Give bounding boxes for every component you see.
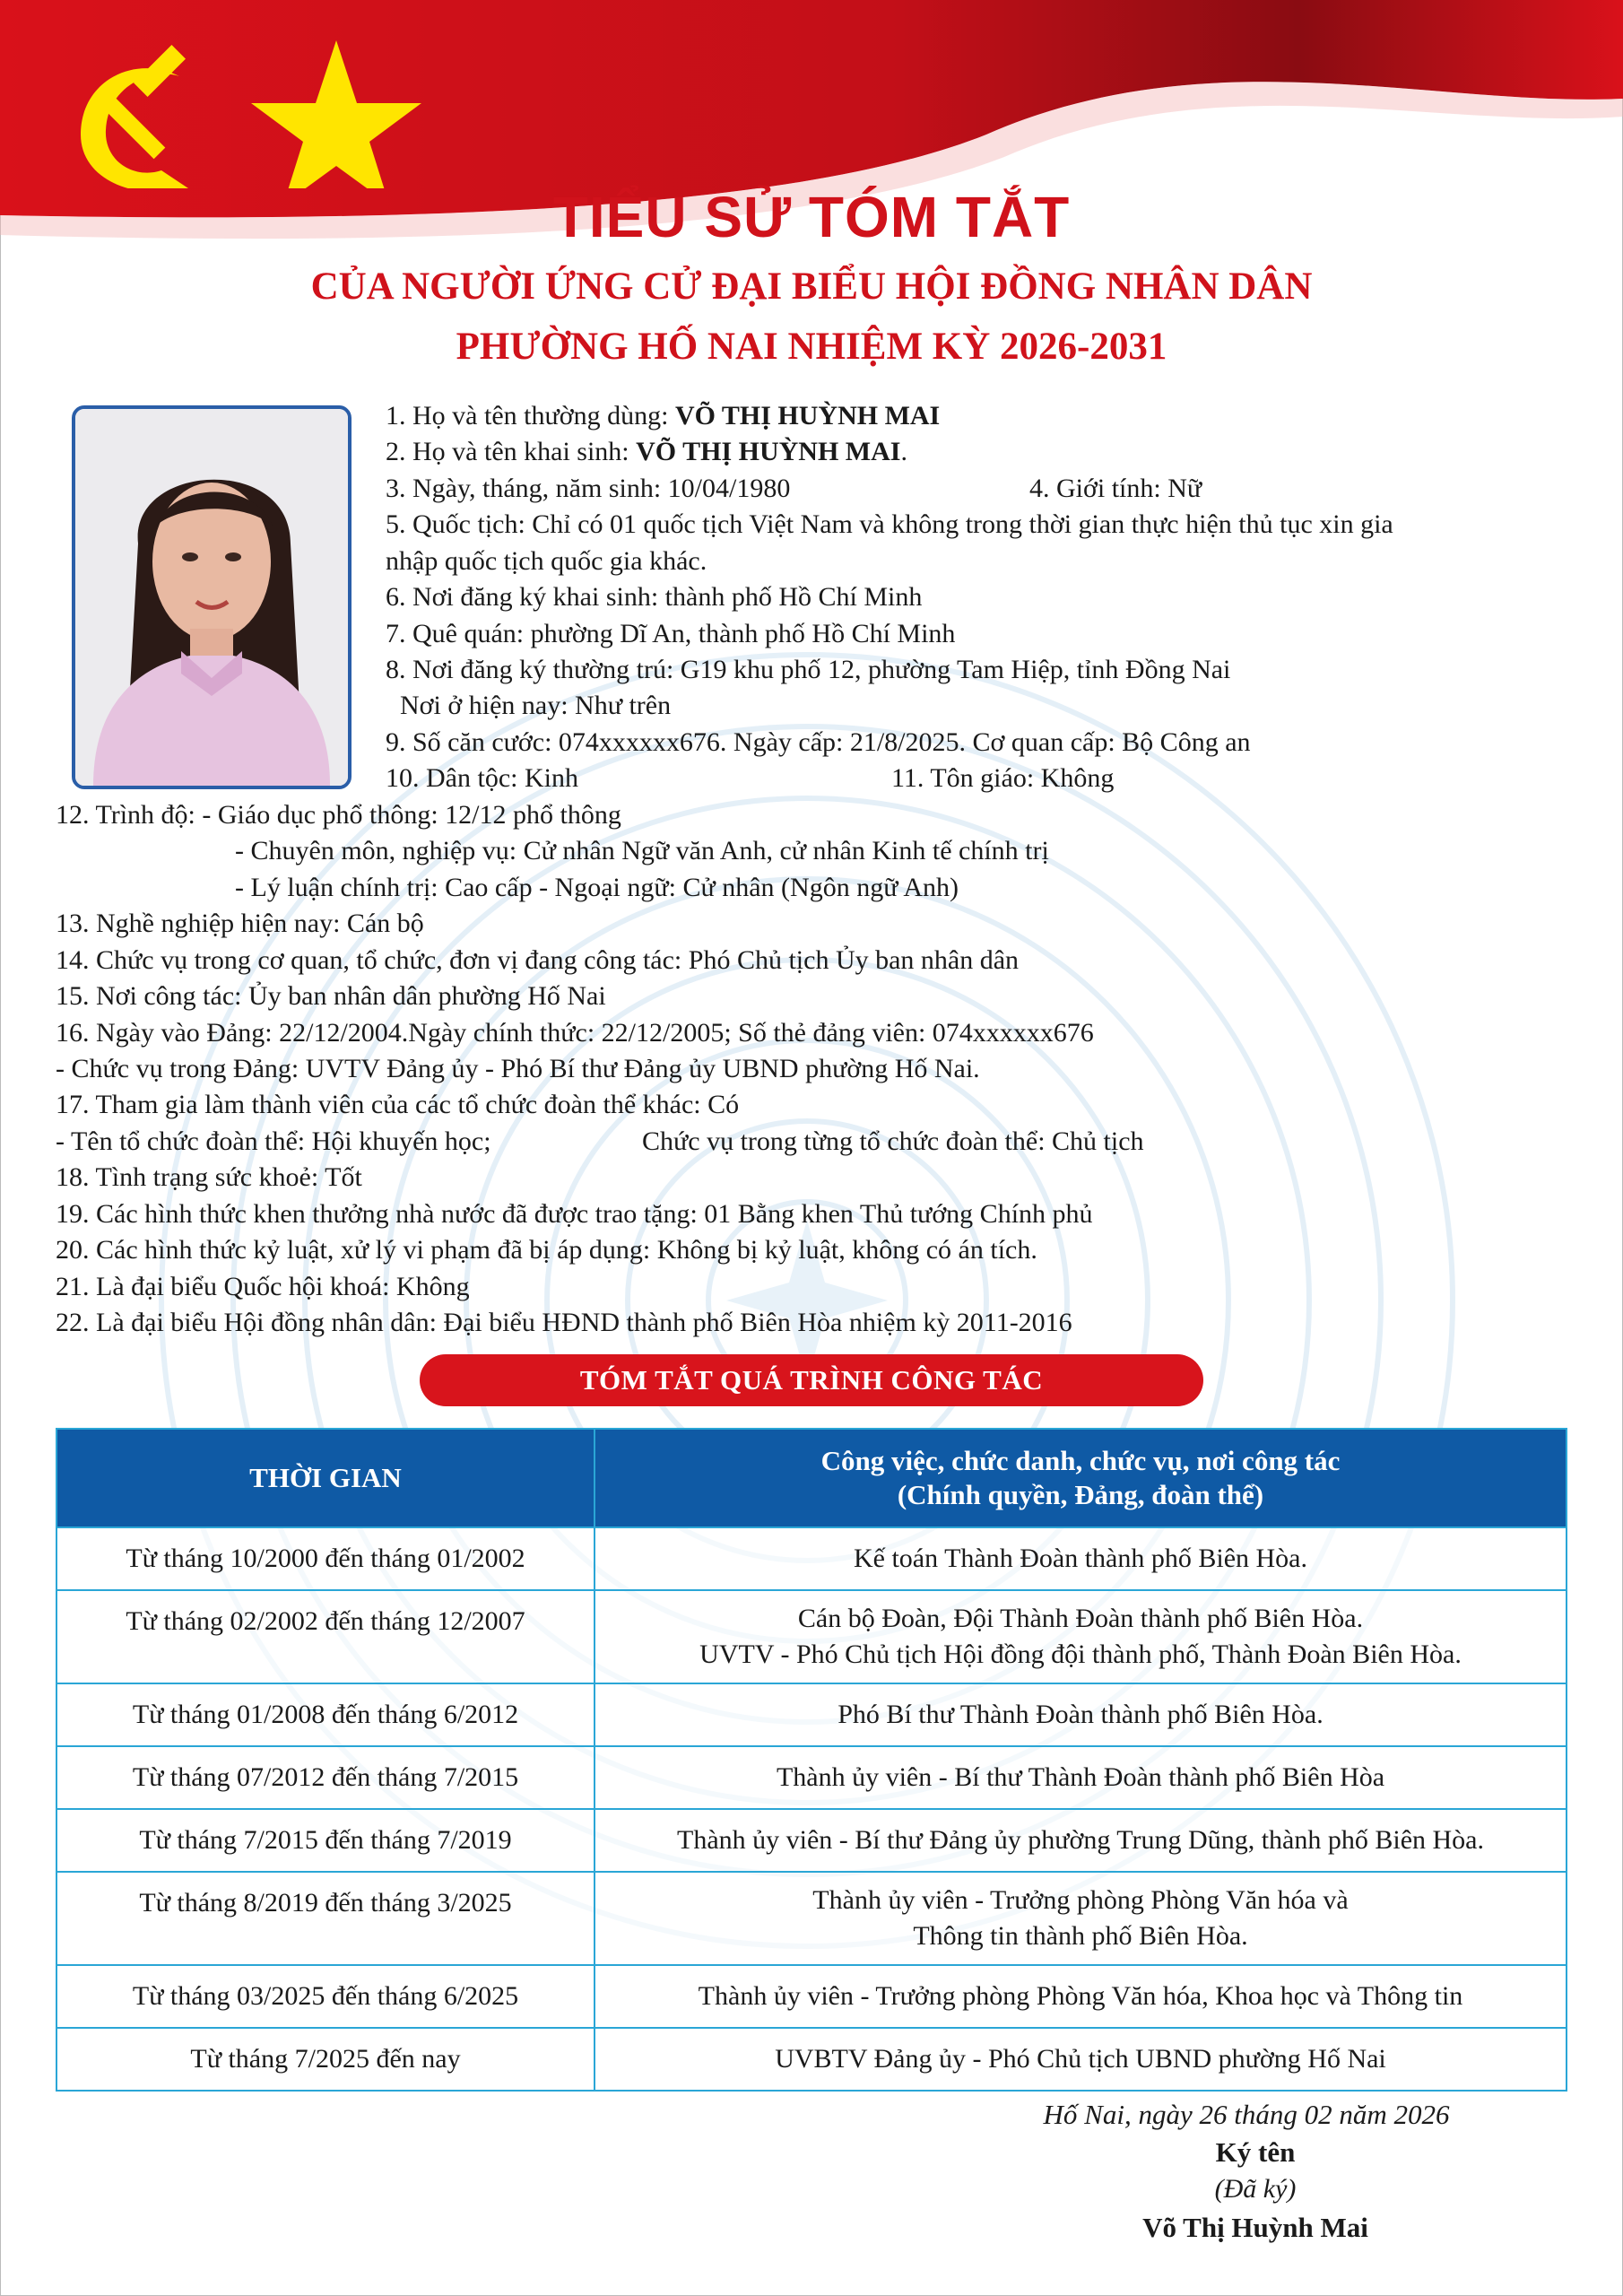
- bio-line-22: 22. Là đại biểu Hội đồng nhân dân: Đại biểu HĐND thành phố Biên Hòa nhiệm kỳ 2011-2016: [56, 1308, 1072, 1337]
- emblems: [54, 27, 430, 188]
- job-cell: Cán bộ Đoàn, Đội Thành Đoàn thành phố Biên Hòa. UVTV - Phó Chủ tịch Hội đồng đội thành phố, Thành Đoàn Biên Hòa.: [595, 1590, 1567, 1683]
- job-cell: Thành ủy viên - Trưởng phòng Phòng Văn hóa, Khoa học và Thông tin: [595, 1965, 1567, 2028]
- time-cell: Từ tháng 02/2002 đến tháng 12/2007: [56, 1590, 595, 1683]
- bio-line-17b-role: Chức vụ trong từng tổ chức đoàn thể: Chủ tịch: [642, 1126, 1144, 1156]
- table-row: [56, 1746, 1567, 1809]
- bio-line-16: 16. Ngày vào Đảng: 22/12/2004.Ngày chính thức: 22/12/2005; Số thẻ đảng viên: 074xxxxxx676: [56, 1018, 1094, 1048]
- bio-line-17: 17. Tham gia làm thành viên của các tổ chức đoàn thể khác: Có: [56, 1090, 740, 1119]
- bio-line-7: 7. Quê quán: phường Dĩ An, thành phố Hồ Chí Minh: [386, 619, 956, 648]
- bio-line-16b: - Chức vụ trong Đảng: UVTV Đảng ủy - Phó Bí thư Đảng ủy UBND phường Hố Nai.: [56, 1054, 980, 1083]
- bio-line-6: 6. Nơi đăng ký khai sinh: thành phố Hồ Chí Minh: [386, 582, 923, 612]
- signer-name: Võ Thị Huỳnh Mai: [1142, 2212, 1368, 2243]
- signature-label: Ký tên: [1215, 2136, 1296, 2168]
- table-row: [56, 1683, 1567, 1746]
- bio-line-12a: 12. Trình độ: - Giáo dục phổ thông: 12/12 phổ thông: [56, 800, 621, 830]
- bio-line-12b: - Chuyên môn, nghiệp vụ: Cử nhân Ngữ văn Anh, cử nhân Kinh tế chính trị: [235, 836, 1049, 865]
- time-cell: Từ tháng 7/2015 đến tháng 7/2019: [56, 1809, 595, 1872]
- bio-line-20: 20. Các hình thức kỷ luật, xử lý vi phạm đã bị áp dụng: Không bị kỷ luật, không có án tích.: [56, 1235, 1037, 1265]
- bio-line-13: 13. Nghề nghiệp hiện nay: Cán bộ: [56, 909, 424, 938]
- job-cell: UVBTV Đảng ủy - Phó Chủ tịch UBND phường Hố Nai: [595, 2028, 1567, 2091]
- job-cell: Thành ủy viên - Trưởng phòng Phòng Văn hóa và Thông tin thành phố Biên Hòa.: [595, 1872, 1567, 1965]
- time-cell: Từ tháng 03/2025 đến tháng 6/2025: [56, 1965, 595, 2028]
- time-column-header: THỜI GIAN: [56, 1429, 595, 1527]
- bio-line-18: 18. Tình trạng sức khoẻ: Tốt: [56, 1162, 362, 1192]
- star-icon: [251, 40, 421, 188]
- table-row: [56, 1965, 1567, 2028]
- table-row: [56, 2028, 1567, 2091]
- bio-line-8b: Nơi ở hiện nay: Như trên: [400, 691, 672, 720]
- table-header-row: [56, 1429, 1567, 1527]
- bio-line-4: 4. Giới tính: Nữ: [1029, 474, 1202, 503]
- page-subtitle-1: CỦA NGƯỜI ỨNG CỬ ĐẠI BIỂU HỘI ĐỒNG NHÂN DÂN: [310, 265, 1313, 308]
- bio-line-8a: 8. Nơi đăng ký thường trú: G19 khu phố 12, phường Tam Hiệp, tỉnh Đồng Nai: [386, 655, 1231, 684]
- bio-line-17b-org: - Tên tổ chức đoàn thể: Hội khuyến học;: [56, 1126, 491, 1156]
- bio-line-9: 9. Số căn cước: 074xxxxxx676. Ngày cấp: 21/8/2025. Cơ quan cấp: Bộ Công an: [386, 727, 1251, 757]
- bio-line-3: 3. Ngày, tháng, năm sinh: 10/04/1980: [386, 474, 791, 503]
- table-row: [56, 1527, 1567, 1590]
- job-cell: Thành ủy viên - Bí thư Đảng ủy phường Trung Dũng, thành phố Biên Hòa.: [595, 1809, 1567, 1872]
- signature-place-date: Hố Nai, ngày 26 tháng 02 năm 2026: [1043, 2099, 1450, 2130]
- table-row: [56, 1872, 1567, 1965]
- time-cell: Từ tháng 07/2012 đến tháng 7/2015: [56, 1746, 595, 1809]
- page-title: TIỂU SỬ TÓM TẮT: [552, 185, 1071, 249]
- bio-line-5b: nhập quốc tịch quốc gia khác.: [386, 546, 707, 576]
- time-cell: Từ tháng 10/2000 đến tháng 01/2002: [56, 1527, 595, 1590]
- table-row: [56, 1590, 1567, 1683]
- job-cell: Kế toán Thành Đoàn thành phố Biên Hòa.: [595, 1527, 1567, 1590]
- bio-line-1: 1. Họ và tên thường dùng: VÕ THỊ HUỲNH MAI: [386, 401, 941, 430]
- job-column-header: Công việc, chức danh, chức vụ, nơi công tác (Chính quyền, Đảng, đoàn thể): [595, 1429, 1567, 1527]
- bio-line-5a: 5. Quốc tịch: Chỉ có 01 quốc tịch Việt Nam và không trong thời gian thực hiện thủ tục xin gia: [386, 509, 1393, 539]
- table-row: [56, 1809, 1567, 1872]
- time-cell: Từ tháng 7/2025 đến nay: [56, 2028, 595, 2091]
- bio-line-12c: - Lý luận chính trị: Cao cấp - Ngoại ngữ: Cử nhân (Ngôn ngữ Anh): [235, 873, 959, 902]
- bio-line-2: 2. Họ và tên khai sinh: VÕ THỊ HUỲNH MAI.: [386, 437, 907, 466]
- hammer-sickle-icon: [81, 45, 188, 188]
- work-history-table: [56, 1428, 1567, 2092]
- work-section-title: TÓM TẮT QUÁ TRÌNH CÔNG TÁC: [420, 1354, 1203, 1406]
- bio-line-11: 11. Tôn giáo: Không: [891, 763, 1115, 793]
- bio-line-19: 19. Các hình thức khen thưởng nhà nước đã được trao tặng: 01 Bằng khen Thủ tướng Chính phủ: [56, 1199, 1093, 1229]
- job-cell: Phó Bí thư Thành Đoàn thành phố Biên Hòa.: [595, 1683, 1567, 1746]
- time-cell: Từ tháng 01/2008 đến tháng 6/2012: [56, 1683, 595, 1746]
- signature-note: (Đã ký): [1214, 2174, 1297, 2204]
- portrait-photo: [72, 405, 352, 789]
- time-cell: Từ tháng 8/2019 đến tháng 3/2025: [56, 1872, 595, 1965]
- bio-line-10: 10. Dân tộc: Kinh: [386, 763, 578, 793]
- bio-line-21: 21. Là đại biểu Quốc hội khoá: Không: [56, 1272, 470, 1301]
- bio-line-14: 14. Chức vụ trong cơ quan, tổ chức, đơn vị đang công tác: Phó Chủ tịch Ủy ban nhân dân: [56, 945, 1020, 975]
- common-name-value: VÕ THỊ HUỲNH MAI: [674, 401, 941, 430]
- page-subtitle-2: PHƯỜNG HỐ NAI NHIỆM KỲ 2026-2031: [456, 326, 1167, 368]
- bio-line-15: 15. Nơi công tác: Ủy ban nhân dân phường Hố Nai: [56, 981, 606, 1011]
- job-cell: Thành ủy viên - Bí thư Thành Đoàn thành phố Biên Hòa: [595, 1746, 1567, 1809]
- birth-name-value: VÕ THỊ HUỲNH MAI: [636, 437, 901, 466]
